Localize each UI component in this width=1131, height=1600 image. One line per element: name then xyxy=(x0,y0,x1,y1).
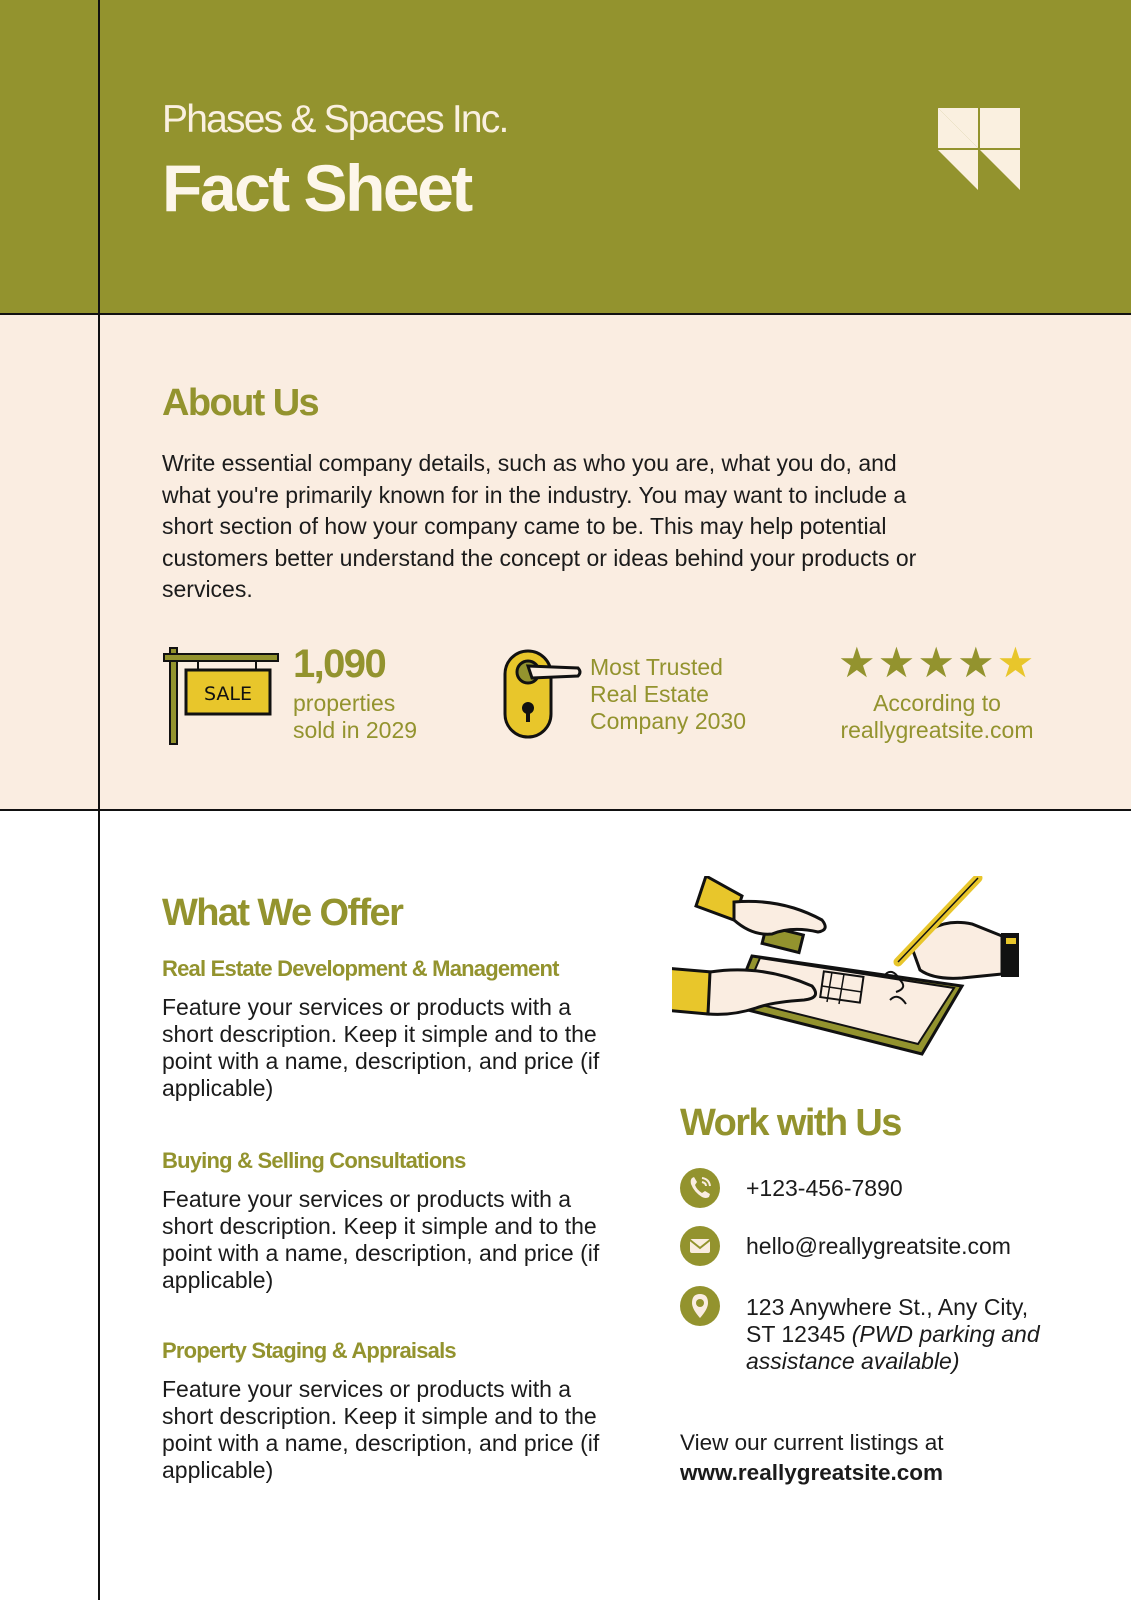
about-heading: About Us xyxy=(162,382,319,424)
trusted-company-label: Most Trusted Real Estate Company 2030 xyxy=(590,654,746,734)
company-logo-icon xyxy=(938,108,1020,190)
work-heading: Work with Us xyxy=(680,1102,901,1144)
star-icon: ★ xyxy=(996,639,1035,686)
service-description: Feature your services or products with a short description. Keep it simple and to the point with a name, description, and price (if applicable) xyxy=(162,994,600,1101)
listings-url-link[interactable]: www.reallygreatsite.com xyxy=(680,1460,944,1485)
about-body: Write essential company details, such as who you are, what you do, and what you're primarily known for in the industry. You may want to include a short section of how your company came to be. This may help potential customers better understand the concept or ideas behind your products or services. xyxy=(162,450,917,602)
star-icon: ★ xyxy=(838,639,876,686)
service-title: Property Staging & Appraisals xyxy=(162,1338,456,1363)
email-icon xyxy=(680,1226,720,1266)
divider-middle xyxy=(0,809,1131,811)
service-title: Real Estate Development & Management xyxy=(162,956,559,981)
service-description: Feature your services or products with a short description. Keep it simple and to the point with a name, description, and price (if applicable) xyxy=(162,1186,600,1293)
email-address[interactable]: hello@reallygreatsite.com xyxy=(746,1233,1011,1259)
company-name: Phases & Spaces Inc. xyxy=(162,98,508,141)
location-pin-icon xyxy=(680,1286,720,1326)
star-icon: ★ xyxy=(877,639,916,686)
service-title: Buying & Selling Consultations xyxy=(162,1148,466,1173)
star-icon: ★ xyxy=(956,639,995,686)
address: 123 Anywhere St., Any City, ST 12345 (PWD parking and assistance available) xyxy=(746,1294,1040,1374)
offer-heading: What We Offer xyxy=(162,892,403,934)
door-handle-icon xyxy=(502,648,584,740)
listings-callout: View our current listings at www.reallygreatsite.com xyxy=(680,1428,943,1488)
star-icon: ★ xyxy=(917,639,955,686)
vertical-rule xyxy=(98,0,100,1600)
service-description: Feature your services or products with a short description. Keep it simple and to the point with a name, description, and price (if applicable) xyxy=(162,1376,600,1483)
phone-icon xyxy=(680,1168,720,1208)
phone-number[interactable]: +123-456-7890 xyxy=(746,1175,903,1201)
sale-sign-icon xyxy=(162,644,282,746)
divider-top xyxy=(0,313,1131,315)
properties-sold-label: properties sold in 2029 xyxy=(293,690,418,743)
five-star-rating-icon xyxy=(838,639,1035,686)
contract-signing-illustration xyxy=(672,876,1052,1056)
rating-source-label: According to reallygreatsite.com xyxy=(840,690,1034,743)
page-title: Fact Sheet xyxy=(162,151,471,225)
properties-sold-count: 1,090 xyxy=(293,642,386,686)
sale-sign-text: SALE xyxy=(203,683,253,705)
